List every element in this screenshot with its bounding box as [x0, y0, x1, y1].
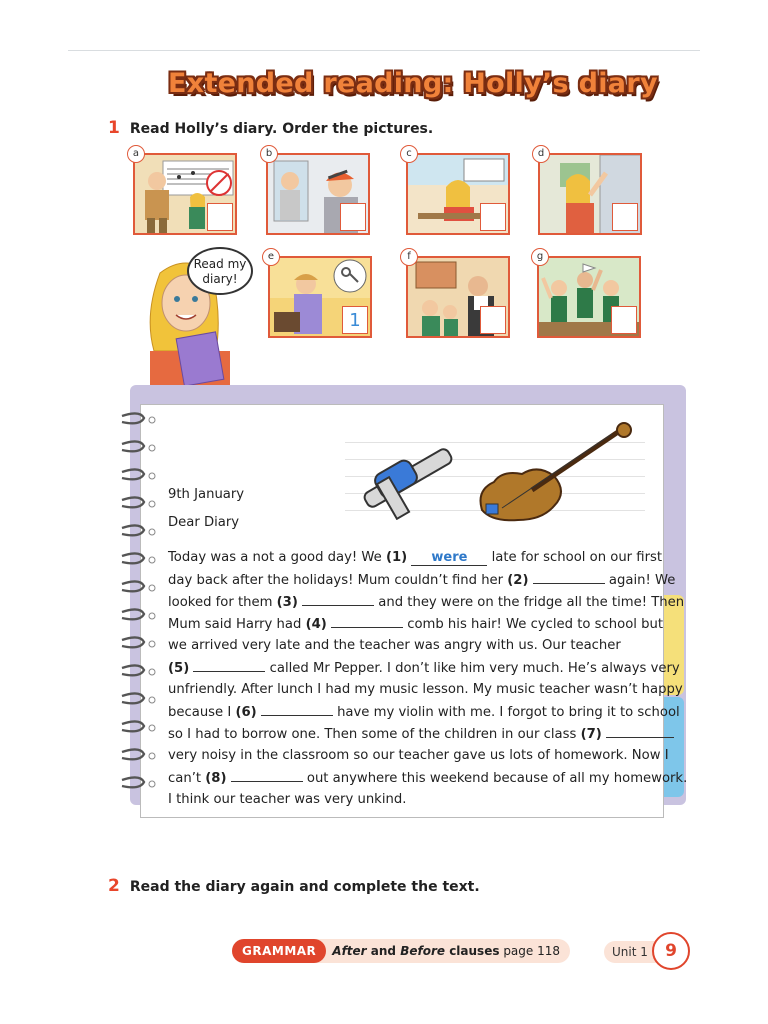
grammar-reference[interactable]: GRAMMAR After and Before clauses page 118: [232, 939, 570, 963]
answer-box[interactable]: [611, 306, 637, 334]
top-rule: [68, 50, 700, 51]
notebook-tab-yellow: [664, 595, 684, 695]
diary-line-6: (5) called Mr Pepper. I don’t like him very much. He’s always very: [168, 661, 680, 676]
exercise-1-heading: [108, 118, 433, 138]
answer-box[interactable]: 1: [342, 306, 368, 334]
answer-blank-4[interactable]: [331, 616, 403, 628]
diary-line-1: Today was a not a good day! We (1) were late for school on our first: [168, 550, 663, 565]
unit-label: Unit 1: [604, 941, 676, 963]
comb-drawing: [350, 430, 460, 520]
answer-box[interactable]: [340, 203, 366, 231]
diary-line-4: Mum said Harry had (4) comb his hair! We cycled to school but: [168, 617, 664, 632]
diary-line-5: we arrived very late and the teacher was angry with us. Our teacher: [168, 638, 621, 653]
bubble-line-2: diary!: [202, 272, 238, 286]
diary-line-8: because I (6) have my violin with me. I forgot to bring it to school: [168, 705, 680, 720]
exercise-instruction: Read Holly’s diary. Order the pictures.: [129, 121, 434, 137]
diary-line-3: looked for them (3) and they were on the fridge all the time! Then: [168, 595, 685, 610]
answer-box[interactable]: [612, 203, 638, 231]
answer-box[interactable]: [480, 306, 506, 334]
answer-box[interactable]: [480, 203, 506, 231]
picture-letter: b: [260, 145, 278, 163]
diary-line-11: can’t (8) out anywhere this weekend because of all my homework.: [168, 771, 688, 786]
exercise-2-heading: [108, 876, 480, 896]
spiral-binding: [118, 412, 162, 808]
grammar-tag: GRAMMAR: [232, 939, 326, 963]
diary-line-2: day back after the holidays! Mum couldn’t find her (2) again! We: [168, 573, 676, 588]
diary-line-7: unfriendly. After lunch I had my music lesson. My music teacher wasn’t happy: [168, 682, 683, 697]
exercise-number: 2: [108, 876, 120, 896]
diary-line-12: I think our teacher was very unkind.: [168, 792, 407, 807]
page-reference: page 118: [503, 944, 561, 958]
violin-drawing: [472, 420, 637, 530]
exercise-number: 1: [108, 118, 120, 138]
answer-blank-3[interactable]: [302, 594, 374, 606]
page-title: Extended reading: Holly’s diary: [168, 68, 658, 99]
answer-blank-1[interactable]: were: [411, 550, 487, 566]
picture-letter: d: [532, 145, 550, 163]
answer-blank-5[interactable]: [193, 660, 265, 672]
speech-bubble: [187, 247, 253, 295]
page-number: 9: [652, 932, 690, 970]
answer-blank-2[interactable]: [533, 572, 605, 584]
answer-box[interactable]: [207, 203, 233, 231]
picture-letter: e: [262, 248, 280, 266]
diary-greeting: Dear Diary: [168, 515, 240, 530]
answer-blank-6[interactable]: [261, 704, 333, 716]
diary-line-9: so I had to borrow one. Then some of the children in our class (7): [168, 726, 674, 742]
picture-letter: c: [400, 145, 418, 163]
diary-line-10: very noisy in the classroom so our teacher gave us lots of homework. Now I: [168, 748, 669, 763]
answer-blank-8[interactable]: [231, 770, 303, 782]
picture-letter: g: [531, 248, 549, 266]
picture-letter: a: [127, 145, 145, 163]
exercise-instruction: Read the diary again and complete the text.: [129, 879, 480, 895]
answer-blank-7[interactable]: [606, 726, 674, 738]
picture-letter: f: [400, 248, 418, 266]
bubble-line-1: Read my: [193, 257, 247, 271]
diary-date: 9th January: [168, 487, 245, 502]
